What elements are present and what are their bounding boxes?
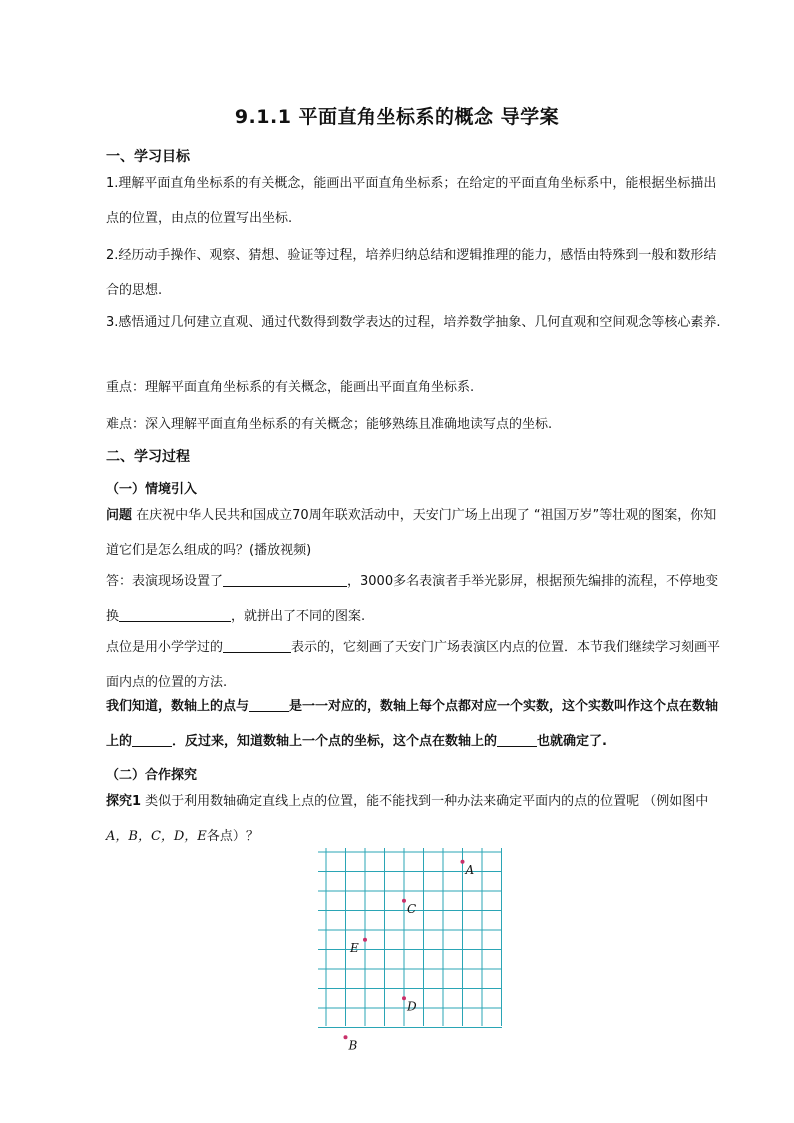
difficulty: 难点：深入理解平面直角坐标系的有关概念；能够熟练且准确地读写点的坐标.: [106, 417, 553, 432]
numberline-text-c: ．反过来，知道数轴上一个点的坐标，这个点在数轴上的: [172, 734, 498, 749]
goal-1: 1.理解平面直角坐标系的有关概念，能画出平面直角坐标系；在给定的平面直角坐标系中，能根据坐标描出点的位置，由点的位置写出坐标.: [106, 176, 717, 226]
point-text-b: 表示的，它刻画了天安门广场表演区内点的位置．本节我们继续学习刻画平面内点的位置的方法.: [106, 640, 721, 690]
page-title: 9.1.1 平面直角坐标系的概念 导学案: [234, 106, 560, 128]
point-text-a: 点位是用小学学过的: [106, 640, 224, 655]
grid-point-d: [402, 996, 406, 1000]
answer-blank-1[interactable]: [223, 572, 347, 587]
explore-points: A，B，C，D，E: [106, 829, 207, 844]
grid-point-label-a: A: [465, 862, 475, 877]
grid-point-label-e: E: [350, 940, 359, 955]
answer-blank-2[interactable]: [119, 607, 231, 622]
question-text: 在庆祝中华人民共和国成立70周年联欢活动中，天安门广场上出现了 “祖国万岁”等壮观的图案，你知道它们是怎么组成的吗？(播放视频): [106, 508, 717, 558]
grid-point-c: [402, 899, 406, 903]
answer-paragraph: [106, 564, 726, 634]
goal-3: 3.感悟通过几何建立直观、通过代数得到数学表达的过程，培养数学抽象、几何直观和空间观念等核心素养.: [106, 315, 721, 330]
explore-text: 类似于利用数轴确定直线上点的位置，能不能找到一种办法来确定平面内的点的位置呢 （例如图中: [141, 794, 709, 809]
subheading-intro: （一）情境引入: [106, 482, 198, 497]
numberline-blank-2[interactable]: [132, 732, 172, 747]
numberline-text-b: 是一一对应的，数轴上每个点都对应一个实数，这个实数叫作这个点在数轴上的: [106, 699, 719, 749]
explore-paragraph: [106, 784, 726, 854]
point-grid-figure: [318, 848, 504, 1053]
section-heading-process: 二、学习过程: [106, 449, 190, 465]
answer-text-b: ，3000多名表演者手举光影屏，根据预先编排的流程，不停地变换: [106, 574, 719, 624]
grid-point-label-b: B: [348, 1038, 358, 1053]
grid-point-label-d: D: [407, 999, 417, 1014]
point-blank[interactable]: [223, 638, 291, 653]
grid-point-b: [344, 1035, 348, 1039]
goal-2: 2.经历动手操作、观察、猜想、验证等过程，培养归纳总结和逻辑推理的能力，感悟由特殊到一般和数形结合的思想.: [106, 248, 717, 298]
numberline-blank-1[interactable]: [249, 697, 289, 712]
numberline-paragraph: [106, 689, 726, 759]
explore-label: 探究1: [106, 794, 142, 809]
section-heading-goals: 一、学习目标: [106, 149, 190, 165]
grid-point-label-c: C: [407, 901, 417, 916]
answer-text-c: ，就拼出了不同的图案.: [231, 609, 366, 624]
grid-point-e: [363, 938, 367, 942]
numberline-blank-3[interactable]: [497, 732, 537, 747]
numberline-text-a: 我们知道，数轴上的点与: [106, 699, 250, 714]
answer-text-a: 答：表演现场设置了: [106, 574, 224, 589]
key-point: 重点：理解平面直角坐标系的有关概念，能画出平面直角坐标系.: [106, 380, 475, 395]
subheading-explore: （二）合作探究: [106, 768, 198, 783]
grid-point-a: [461, 860, 465, 864]
question-paragraph: [106, 498, 726, 568]
question-label: 问题: [106, 508, 133, 523]
numberline-text-d: 也就确定了.: [537, 734, 607, 749]
explore-end: 各点）？: [206, 829, 259, 844]
